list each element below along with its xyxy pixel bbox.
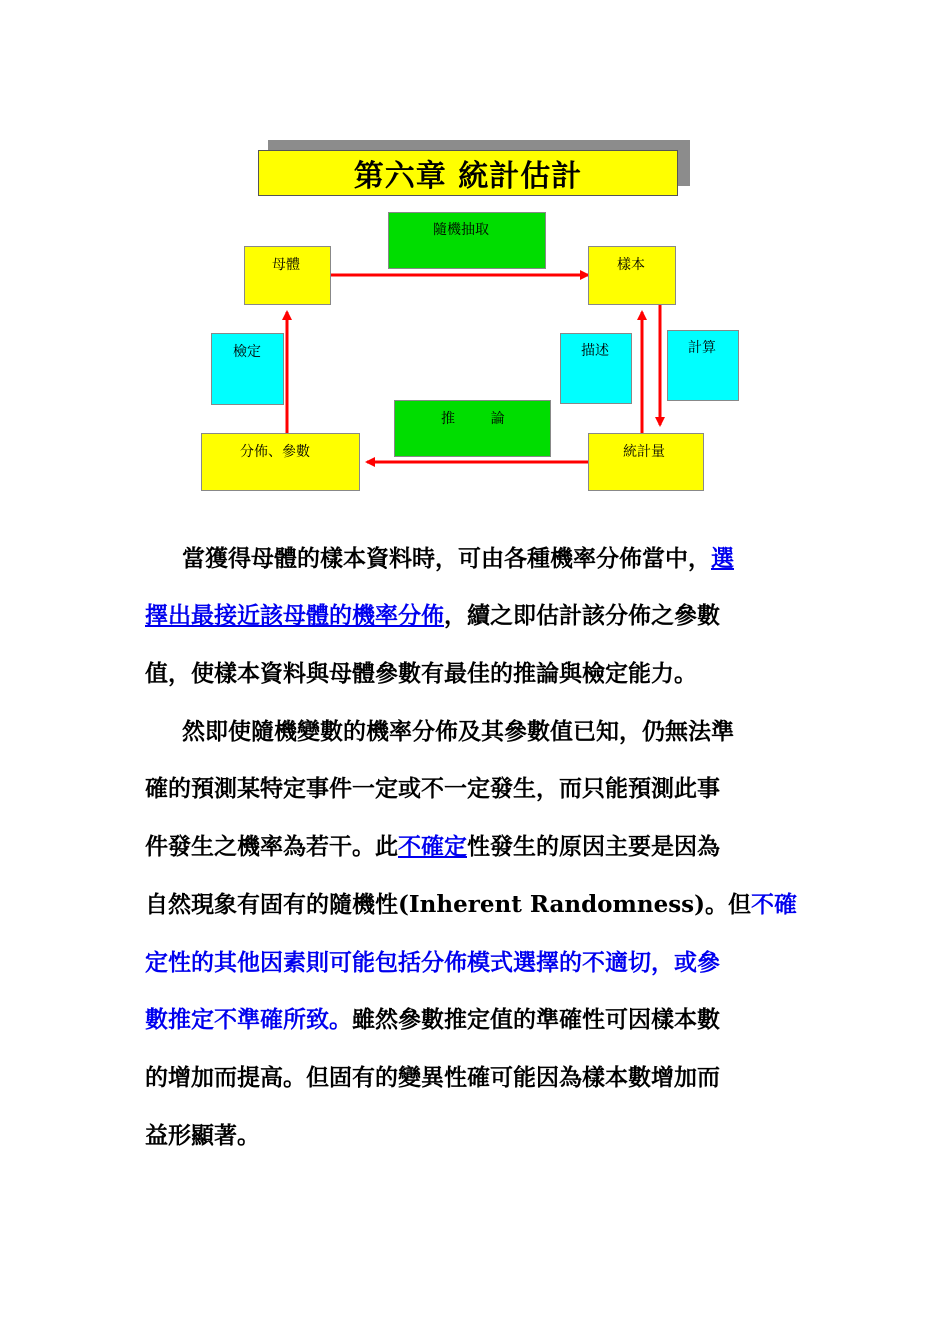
para2-line-8: 益形顯著。 [145,1122,260,1149]
para2-line-2: 確的預測某特定事件一定或不一定發生，而只能預測此事 [145,775,720,802]
para1-line-1 [182,540,734,573]
compute-box [667,330,739,401]
para1-line-2 [145,597,720,630]
para2-line-4-text-a: 自然現象有固有的隨機性(Inherent Randomness)。但 [145,891,751,918]
para1-line-1-text: 當獲得母體的樣本資料時，可由各種機率分佈當中， [182,545,711,572]
test-label: 檢定 [233,344,261,360]
test-box [211,333,284,405]
sample-box [588,246,676,305]
para2-blue-text-end: 數推定不準確所致。 [145,1006,352,1033]
para2-line-6 [145,1001,720,1034]
chapter-title: 第六章 統計估計 [258,150,678,196]
statistic-box [588,433,704,491]
describe-label: 描述 [581,343,609,359]
sample-label: 樣本 [617,257,645,273]
para1-line-2-text: ，續之即估計該分佈之參數 [444,602,720,629]
para2-line-3 [145,828,720,861]
random-sampling-label: 隨機抽取 [433,222,489,238]
para1-link-end[interactable]: 擇出最接近該母體的機率分佈 [145,602,444,629]
distribution-params-box [201,433,360,491]
compute-label: 計算 [688,340,716,356]
para2-line-3-text-c: 性發生的原因主要是因為 [467,833,720,860]
para1-line-3: 值，使樣本資料與母體參數有最佳的推論與檢定能力。 [145,660,697,687]
inference-box [394,400,551,457]
para1-link-start[interactable]: 選 [711,545,734,572]
population-box [244,246,331,305]
inference-label: 推 論 [441,411,505,427]
para2-line-7: 的增加而提高。但固有的變異性確可能因為樣本數增加而 [145,1064,720,1091]
random-sampling-box [388,212,546,269]
statistic-label: 統計量 [623,444,665,460]
para2-line-4 [145,886,797,919]
distribution-params-label: 分佈、參數 [240,444,310,460]
para2-blue-text-start: 不確 [751,891,797,918]
para2-line-6-text-b: 雖然參數推定值的準確性可因樣本數 [352,1006,720,1033]
population-label: 母體 [272,257,300,273]
uncertainty-link[interactable]: 不確定 [398,833,467,860]
describe-box [560,333,632,404]
para2-line-5: 定性的其他因素則可能包括分佈模式選擇的不適切，或參 [145,949,720,976]
para2-line-1: 然即使隨機變數的機率分佈及其參數值已知，仍無法準 [182,718,734,745]
para2-line-3-text-a: 件發生之機率為若干。此 [145,833,398,860]
